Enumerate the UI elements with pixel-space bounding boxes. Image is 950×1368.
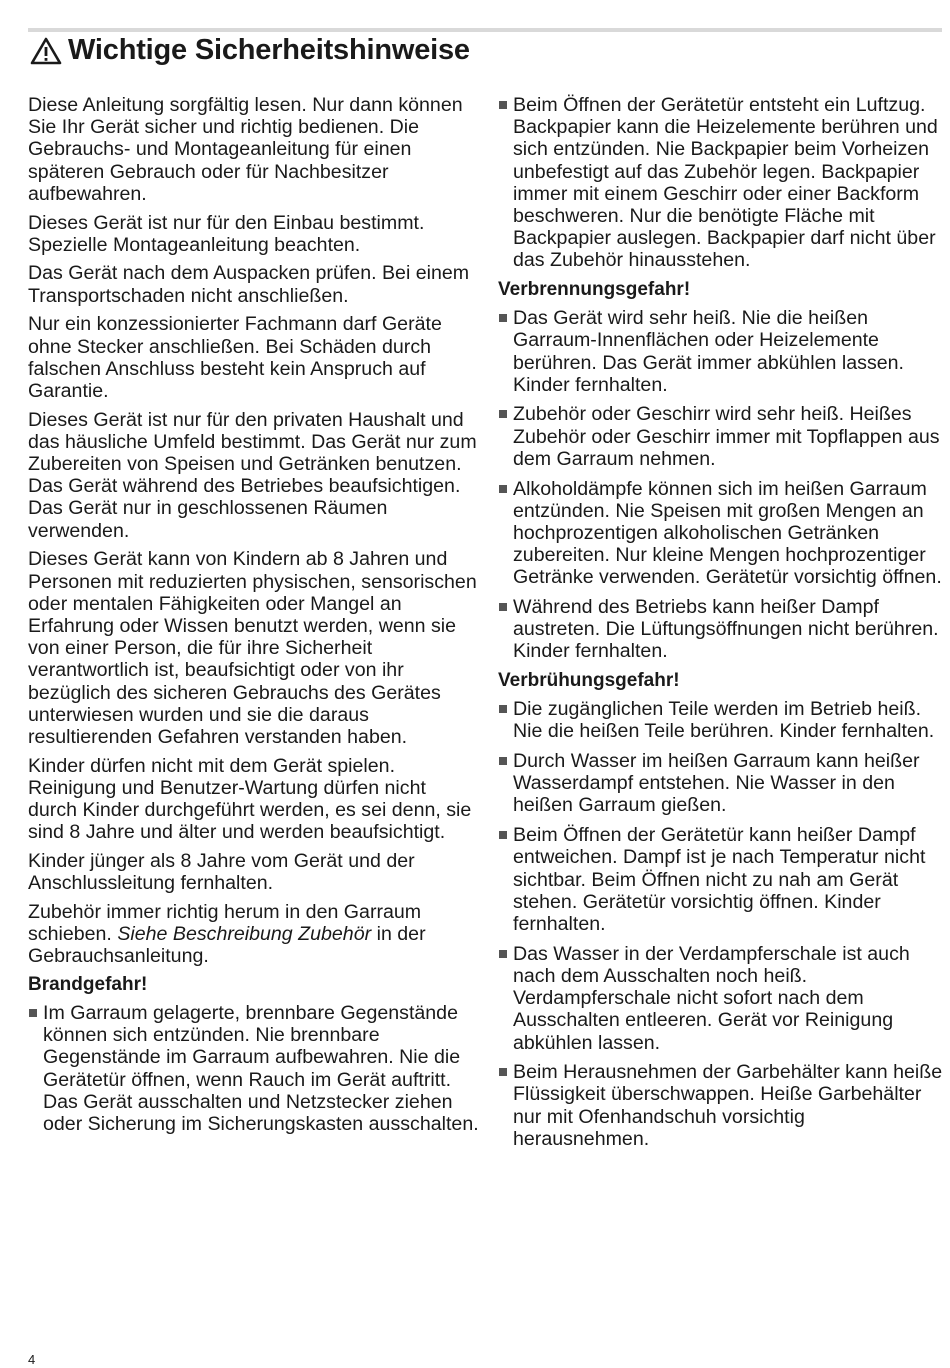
paragraph-unpacking: Das Gerät nach dem Auspacken prüfen. Bei einem Transportschaden nicht anschließen. [28, 262, 470, 307]
list-item-text: Alkoholdämpfe können sich im heißen Garraum entzünden. Nie Speisen mit großen Mengen an hochprozentigen alkoholischen Getränken zubereiten. Nur kleine Mengen hochprozentiger Getränke verwenden. Gerätetür vorsichtig öffnen. [513, 477, 942, 589]
list-item-text: Beim Öffnen der Gerätetür entsteht ein Luftzug. Backpapier kann die Heizelemente berühren und sich entzünden. Nie Backpapier beim Vorheizen unbefestigt auf das Zubehör legen. Backpapier immer mit einem Geschirr oder einer Backform beschweren. Nur die benötigte Fläche mit Backpapier auslegen. Backpapier darf nicht über das Zubehör hinausstehen. [513, 94, 938, 272]
list-item [498, 403, 944, 470]
accessories-text: Zubehör immer richtig herum in den Garraum schieben. [28, 900, 422, 946]
paragraph-instructions: Diese Anleitung sorgfältig lesen. Nur dann können Sie Ihr Gerät sicher und richtig bedienen. Die Gebrauchs- und Montageanleitung für einen späteren Gebrauch oder für Nachbesitzer aufbewahren. [28, 94, 463, 205]
burn-hazard-list [498, 307, 944, 663]
bullet-square-icon [29, 1009, 37, 1017]
fire-hazard-list-continued [498, 94, 944, 272]
list-item [28, 1002, 480, 1135]
paragraph-children-play: Kinder dürfen nicht mit dem Gerät spielen. Reinigung und Benutzer-Wartung dürfen nicht durch Kinder durchgeführt werden, es sei denn, sie sind 8 Jahre und älter und werden beaufsichtigt. [28, 754, 472, 844]
paragraph-children-persons: Dieses Gerät kann von Kindern ab 8 Jahren und Personen mit reduzierten physischen, sensorischen oder mentalen Fähigkeiten oder Mangel an Erfahrung oder Wissen benutzt werden, wenn sie von einer Person, die für ihre Sicherheit verantwortlich ist, beaufsichtigt oder von ihr bezüglich des sicheren Gebrauchs des Gerätes unterwiesen wurden und sie die daraus resultierenden Gefahren verstanden haben. [28, 548, 477, 748]
list-item-text: Während des Betriebs kann heißer Dampf austreten. Die Lüftungsöffnungen nicht berühren. Kinder fernhalten. [513, 596, 939, 663]
page-title-text: Wichtige Sicherheitshinweise [68, 34, 470, 66]
warning-triangle-icon [30, 36, 62, 66]
list-item-text: Zubehör oder Geschirr wird sehr heiß. Heißes Zubehör oder Geschirr immer mit Topflappen aus dem Garraum nehmen. [513, 403, 940, 470]
scald-hazard-list [498, 698, 944, 1150]
list-item [498, 698, 944, 742]
list-item-text: Durch Wasser im heißen Garraum kann heißer Wasserdampf entstehen. Nie Wasser in den heißen Garraum gießen. [513, 750, 920, 817]
list-item [498, 1061, 944, 1150]
list-item [498, 750, 944, 817]
bullet-square-icon [499, 410, 507, 418]
list-item [498, 596, 944, 663]
list-item [498, 94, 944, 272]
scald-hazard-heading: Verbrühungsgefahr! [498, 670, 680, 692]
bullet-square-icon [499, 1068, 507, 1076]
list-item-text: Das Wasser in der Verdampferschale ist auch nach dem Ausschalten noch heiß. Verdampferschale nicht sofort nach dem Ausschalten entleeren. Gerät vor Reinigung abkühlen lassen. [513, 942, 910, 1054]
list-item [498, 307, 944, 396]
bullet-square-icon [499, 950, 507, 958]
paragraph-children-under-8: Kinder jünger als 8 Jahre vom Gerät und der Anschlussleitung fernhalten. [28, 850, 415, 895]
list-item-text: Das Gerät wird sehr heiß. Nie die heißen Garraum-Innenflächen oder Heizelemente berühren. Das Gerät immer abkühlen lassen. Kinder fernhalten. [513, 307, 904, 396]
fire-hazard-heading: Brandgefahr! [28, 974, 148, 996]
list-item [498, 943, 944, 1054]
list-item-text: Im Garraum gelagerte, brennbare Gegenstände können sich entzünden. Nie brennbare Gegenstände im Garraum aufbewahren. Nie die Gerätetür öffnen, wenn Rauch im Gerät auftritt. Das Gerät ausschalten und Netzstecker ziehen oder Sicherung im Sicherungskasten ausschalten. [43, 1002, 479, 1136]
accessories-reference: Siehe Beschreibung Zubehör [117, 923, 372, 946]
list-item [498, 824, 944, 935]
burn-hazard-heading: Verbrennungsgefahr! [498, 279, 691, 301]
left-column [28, 94, 480, 1143]
paragraph-accessories [28, 901, 480, 968]
paragraph-intended-use: Dieses Gerät ist nur für den privaten Haushalt und das häusliche Umfeld bestimmt. Das Gerät nur zum Zubereiten von Speisen und Getränken benutzen. Das Gerät während des Betriebes beaufsichtigen. Das Gerät nur in geschlossenen Räumen verwenden. [28, 408, 477, 542]
list-item [498, 478, 944, 589]
paragraph-connection: Nur ein konzessionierter Fachmann darf Geräte ohne Stecker anschließen. Bei Schäden durch falschen Anschluss besteht kein Anspruch auf Garantie. [28, 313, 442, 402]
bullet-square-icon [499, 101, 507, 109]
bullet-square-icon [499, 705, 507, 713]
bullet-square-icon [499, 485, 507, 493]
bullet-square-icon [499, 314, 507, 322]
page-number: 4 [28, 1352, 36, 1367]
bullet-square-icon [499, 603, 507, 611]
list-item-text: Beim Herausnehmen der Garbehälter kann heiße Flüssigkeit überschwappen. Heiße Garbehälter nur mit Ofenhandschuh vorsichtig herausnehmen. [513, 1061, 943, 1150]
header-rule [28, 28, 942, 32]
bullet-square-icon [499, 831, 507, 839]
paragraph-installation: Dieses Gerät ist nur für den Einbau bestimmt. Spezielle Montageanleitung beachten. [28, 211, 425, 256]
page-title [30, 34, 470, 67]
right-column [498, 94, 944, 1158]
bullet-square-icon [499, 757, 507, 765]
fire-hazard-list [28, 1002, 480, 1135]
accessories-text-end: in der Gebrauchsanleitung. [28, 923, 426, 968]
list-item-text: Die zugänglichen Teile werden im Betrieb heiß. Nie die heißen Teile berühren. Kinder fernhalten. [513, 698, 935, 743]
list-item-text: Beim Öffnen der Gerätetür kann heißer Dampf entweichen. Dampf ist je nach Temperatur nicht sichtbar. Beim Öffnen nicht zu nah am Gerät stehen. Gerätetür vorsichtig öffnen. Kinder fernhalten. [513, 824, 926, 935]
